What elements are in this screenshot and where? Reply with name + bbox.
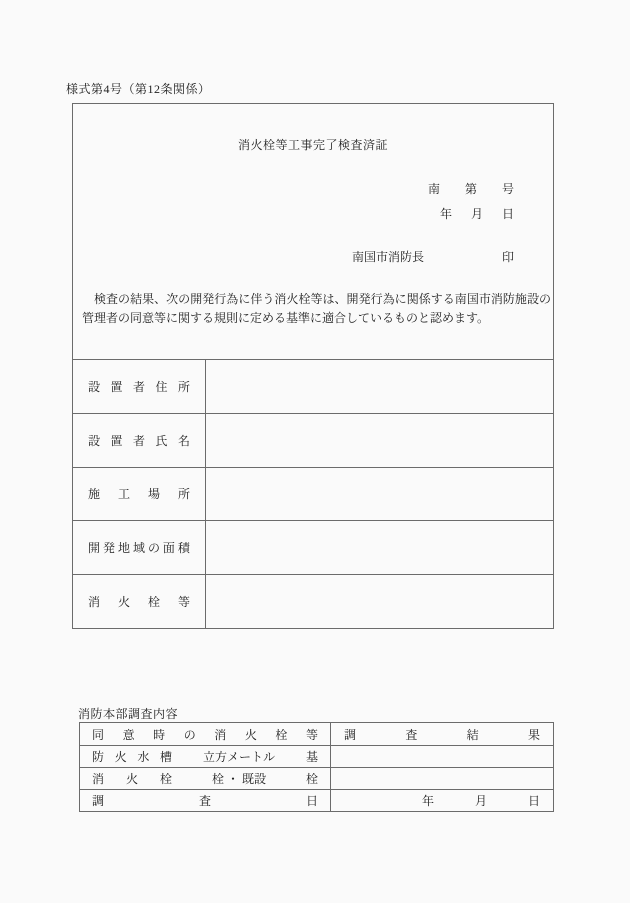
field-label-cell xyxy=(73,360,206,413)
survey-table xyxy=(79,722,554,812)
field-label-cell xyxy=(73,575,206,628)
seal-mark: 印 xyxy=(501,250,514,264)
certificate-box xyxy=(72,103,554,629)
survey-row-hydrant xyxy=(80,767,553,789)
survey-header-right: 調 査 結 果 xyxy=(344,727,540,742)
field-row-development-area xyxy=(73,520,553,574)
field-label-cell xyxy=(73,521,206,574)
hydrant-counter: 栓 xyxy=(305,772,318,786)
field-value-cell xyxy=(206,360,553,413)
fire-chief-title: 南国市消防長 xyxy=(351,250,424,264)
field-row-installer-address xyxy=(73,359,553,413)
survey-label-cell xyxy=(80,746,331,767)
water-tank-label: 防 火 水 槽 xyxy=(92,750,172,764)
field-label: 施 工 場 所 xyxy=(88,487,190,502)
water-tank-unit: 立方メートル xyxy=(202,750,275,764)
field-row-installer-name xyxy=(73,413,553,467)
field-label: 設 置 者 氏 名 xyxy=(88,433,190,448)
water-tank-counter: 基 xyxy=(305,750,318,764)
issue-date-line xyxy=(440,205,514,222)
survey-row-survey-date xyxy=(80,789,553,811)
form-number-label: 様式第4号（第12条関係） xyxy=(66,82,211,96)
field-label-cell xyxy=(73,414,206,467)
field-row-fire-hydrants xyxy=(73,574,553,628)
certificate-title: 消火栓等工事完了検査済証 xyxy=(237,138,388,152)
survey-row-water-tank xyxy=(80,745,553,767)
survey-date-ymd: 年 月 日 xyxy=(422,794,540,808)
field-label: 設 置 者 住 所 xyxy=(88,379,190,394)
survey-date-label: 調 査 日 xyxy=(92,794,318,808)
field-label: 開 発 地 域 の 面 積 xyxy=(88,541,190,556)
field-label-cell xyxy=(73,468,206,521)
survey-header-left-cell xyxy=(80,723,331,745)
field-value-cell xyxy=(206,575,553,628)
survey-label-cell xyxy=(80,790,331,811)
survey-header-left: 同 意 時 の 消 火 栓 等 xyxy=(92,727,318,742)
survey-label-cell xyxy=(80,768,331,789)
field-value-cell xyxy=(206,521,553,574)
hydrant-existing-label: 栓 ・ 既設 xyxy=(211,772,266,786)
doc-number-line xyxy=(428,180,514,197)
field-value-cell xyxy=(206,468,553,521)
survey-section-title: 消防本部調査内容 xyxy=(78,707,179,721)
survey-date-result-cell xyxy=(331,790,553,811)
survey-result-cell xyxy=(331,746,553,767)
field-label: 消 火 栓 等 xyxy=(88,595,190,610)
survey-header-row xyxy=(80,723,553,745)
survey-result-cell xyxy=(331,768,553,789)
field-row-construction-site xyxy=(73,467,553,521)
doc-number-text: 南 第 号 xyxy=(428,182,514,196)
survey-header-right-cell xyxy=(331,723,553,745)
issuer-line xyxy=(352,248,514,265)
fields-table xyxy=(73,359,553,628)
issue-date-text: 年 月 日 xyxy=(440,207,514,221)
certificate-body-text: 検査の結果、次の開発行為に伴う消火栓等は、開発行為に関係する南国市消防施設の管理者の同意等に関する規則に定める基準に適合しているものと認めます。 xyxy=(82,292,551,325)
field-value-cell xyxy=(206,414,553,467)
hydrant-label: 消 火 栓 xyxy=(92,772,172,786)
